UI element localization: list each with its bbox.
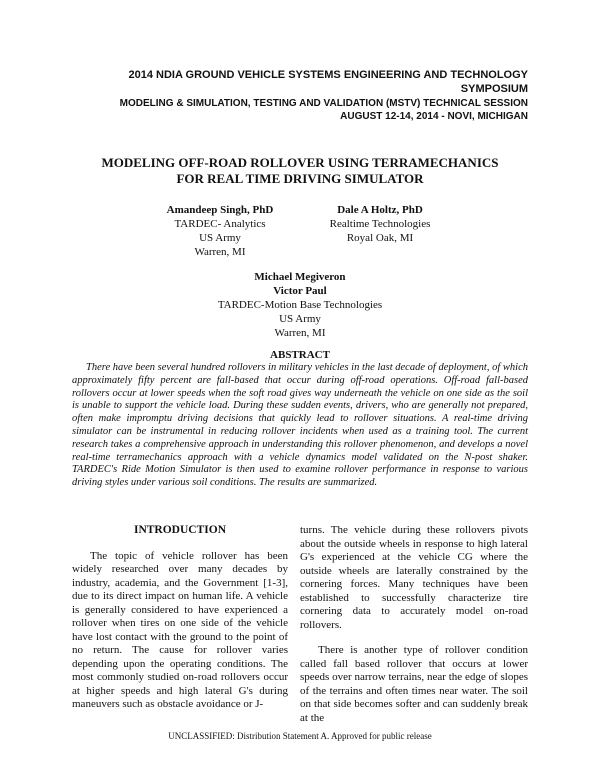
paper-title <box>60 155 540 187</box>
body-paragraph: The topic of vehicle rollover has been widely researched over many decades by industry, academia, and the Government [1-3], due to its direct impact on human life. A vehicle is generally considered to have experienced a rollover when tires on one side of the vehicle have lost contact with the ground to the point of no return. The cause for rollover varies depending upon the operating conditions. The most commonly studied on-road rollovers occur at higher speeds and high lateral G's during maneuvers such as obstacle avoidance or J- <box>72 549 288 710</box>
author-affiliation: TARDEC- Analytics <box>174 218 266 230</box>
section-heading: INTRODUCTION <box>133 524 226 536</box>
title-line: FOR REAL TIME DRIVING SIMULATOR <box>176 171 424 186</box>
author-name: Michael Megiveron <box>254 271 346 283</box>
right-column <box>300 524 528 737</box>
title-line: MODELING OFF-ROAD ROLLOVER USING TERRAMECHANICS <box>101 155 499 170</box>
author-block <box>140 203 300 259</box>
abstract-text: There have been several hundred rollovers in military vehicles in the last decade of deployment, of which approximately fifty percent are fall-based that occur during off-road operations. Off-road fall-based rollovers occur at lower speeds when the soft road gives way underneath the vehicle on one side as the soil is unable to support the vehicle load. During these sudden events, drivers, who are generally not prepared, often make impromptu driving decisions that quickly lead to rollover situations. A real-time driving simulator can be instrumental in reducing rollover incidents when used as a training tool. The current research takes a comprehensive approach in understanding this rollover phenomenon, and develops a novel real-time terramechanics approach with a vehicle dynamics model validated on the N-post shaker. TARDEC's Ride Motion Simulator is then used to examine rollover performance in response to various driving styles under various soil conditions. The results are summarized. <box>72 362 528 489</box>
distribution-statement: UNCLASSIFIED: Distribution Statement A. Approved for public release <box>168 731 432 741</box>
author-affiliation: Warren, MI <box>194 246 246 258</box>
session-header-line: MODELING & SIMULATION, TESTING AND VALIDATION (MSTV) TECHNICAL SESSION <box>119 98 528 109</box>
author-name: Victor Paul <box>273 285 327 297</box>
date-location-line: AUGUST 12-14, 2014 - NOVI, MICHIGAN <box>340 111 528 122</box>
body-paragraph: turns. The vehicle during these rollovers pivots about the outside wheels in response to high lateral G's experienced at the vehicle CG where the outside wheels are laterally constrained by the cornering forces. Many techniques have been established to successfully characterize tire cornering data to accurately model on-road rollovers. <box>300 524 528 631</box>
author-name: Dale A Holtz, PhD <box>337 204 423 216</box>
author-block <box>300 203 460 245</box>
author-affiliation: Realtime Technologies <box>329 218 431 230</box>
conference-header-line: SYMPOSIUM <box>460 83 528 95</box>
author-affiliation: Warren, MI <box>274 327 326 339</box>
author-name: Amandeep Singh, PhD <box>166 204 274 216</box>
author-affiliation: Royal Oak, MI <box>346 232 414 244</box>
body-paragraph: There is another type of rollover condition called fall based rollover that occurs at lower speeds over narrow terrains, near the edge of slopes of the terrains and often times near water. The soil on that side becomes softer and can suddenly break at the <box>300 644 528 724</box>
abstract-heading: ABSTRACT <box>270 349 330 361</box>
author-affiliation: US Army <box>199 232 241 244</box>
author-affiliation: US Army <box>279 313 321 325</box>
conference-header-line: 2014 NDIA GROUND VEHICLE SYSTEMS ENGINEERING AND TECHNOLOGY <box>128 69 528 81</box>
left-column <box>72 524 288 724</box>
author-affiliation: TARDEC-Motion Base Technologies <box>217 299 383 311</box>
author-block <box>180 270 420 340</box>
